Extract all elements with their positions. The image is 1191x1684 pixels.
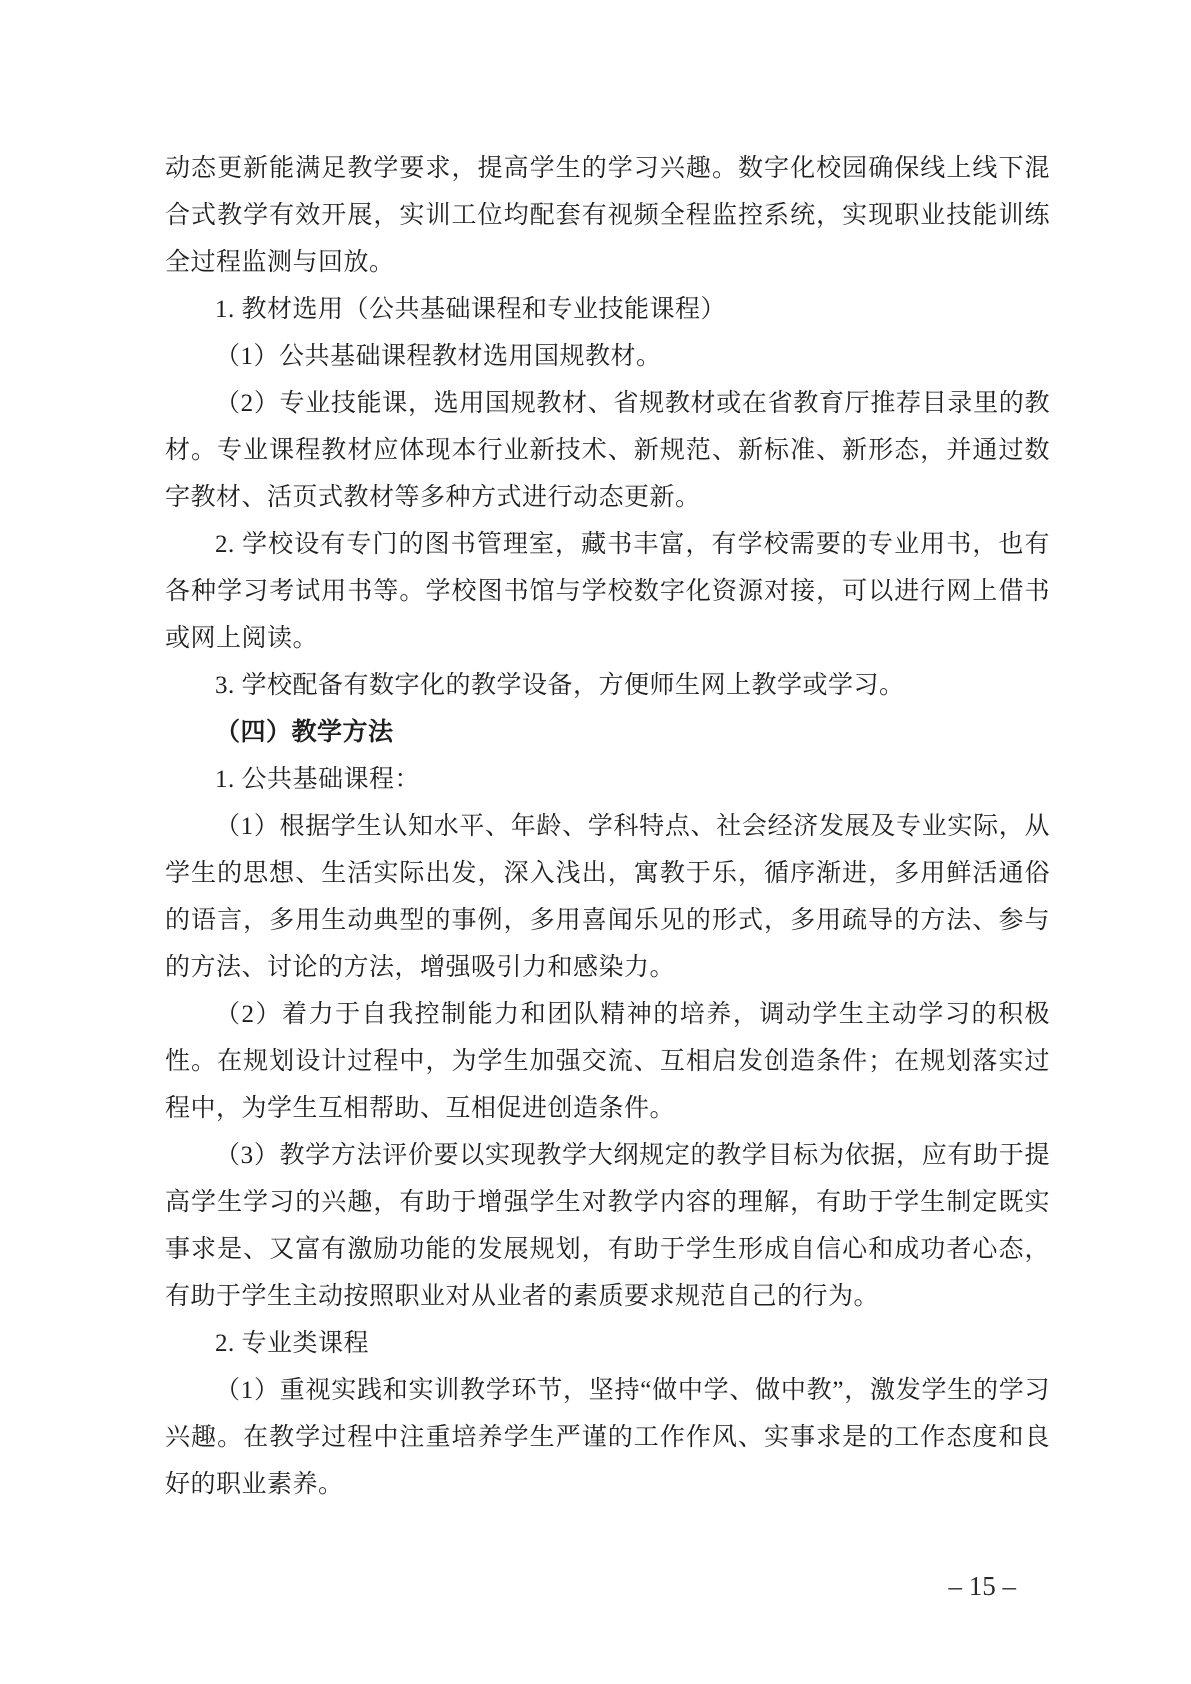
paragraph: 动态更新能满足教学要求，提高学生的学习兴趣。数字化校园确保线上线下混合式教学有效开展，实训工位均配套有视频全程监控系统，实现职业技能训练全过程监测与回放。 — [165, 155, 1050, 276]
paragraph: （3）教学方法评价要以实现教学大纲规定的教学目标为依据，应有助于提高学生学习的兴趣，有助于增强学生对教学内容的理解，有助于学生制定既实事求是、又富有激励功能的发展规划，有助于学生形成自信心和成功者心态，有助于学生主动按照职业对从业者的素质要求规范自己的行为。 — [165, 1142, 1050, 1310]
paragraph: （2）专业技能课，选用国规教材、省规教材或在省教育厅推荐目录里的教材。专业课程教材应体现本行业新技术、新规范、新标准、新形态，并通过数字教材、活页式教材等多种方式进行动态更新。 — [165, 390, 1050, 511]
document-body — [165, 145, 1050, 1508]
section-heading: （四）教学方法 — [215, 719, 394, 746]
paragraph: （1）公共基础课程教材选用国规教材。 — [215, 343, 662, 370]
paragraph: （1）重视实践和实训教学环节，坚持“做中学、做中教”，激发学生的学习兴趣。在教学过程中注重培养学生严谨的工作作风、实事求是的工作态度和良好的职业素养。 — [165, 1377, 1050, 1498]
paragraph: （2）着力于自我控制能力和团队精神的培养，调动学生主动学习的积极性。在规划设计过程中，为学生加强交流、互相启发创造条件；在规划落实过程中，为学生互相帮助、互相促进创造条件。 — [165, 1001, 1050, 1122]
paragraph: （1）根据学生认知水平、年龄、学科特点、社会经济发展及专业实际，从学生的思想、生活实际出发，深入浅出，寓教于乐，循序渐进，多用鲜活通俗的语言，多用生动典型的事例，多用喜闻乐见的形式，多用疏导的方法、参与的方法、讨论的方法，增强吸引力和感染力。 — [165, 813, 1050, 981]
paragraph: 1. 教材选用（公共基础课程和专业技能课程） — [215, 296, 727, 323]
paragraph: 1. 公共基础课程： — [215, 766, 421, 793]
paragraph: 3. 学校配备有数字化的教学设备，方便师生网上教学或学习。 — [215, 672, 905, 699]
paragraph: 2. 专业类课程 — [215, 1330, 370, 1357]
page-number: – 15 – — [948, 1571, 1016, 1601]
paragraph: 2. 学校设有专门的图书管理室，藏书丰富，有学校需要的专业用书，也有各种学习考试用书等。学校图书馆与学校数字化资源对接，可以进行网上借书或网上阅读。 — [165, 531, 1050, 652]
